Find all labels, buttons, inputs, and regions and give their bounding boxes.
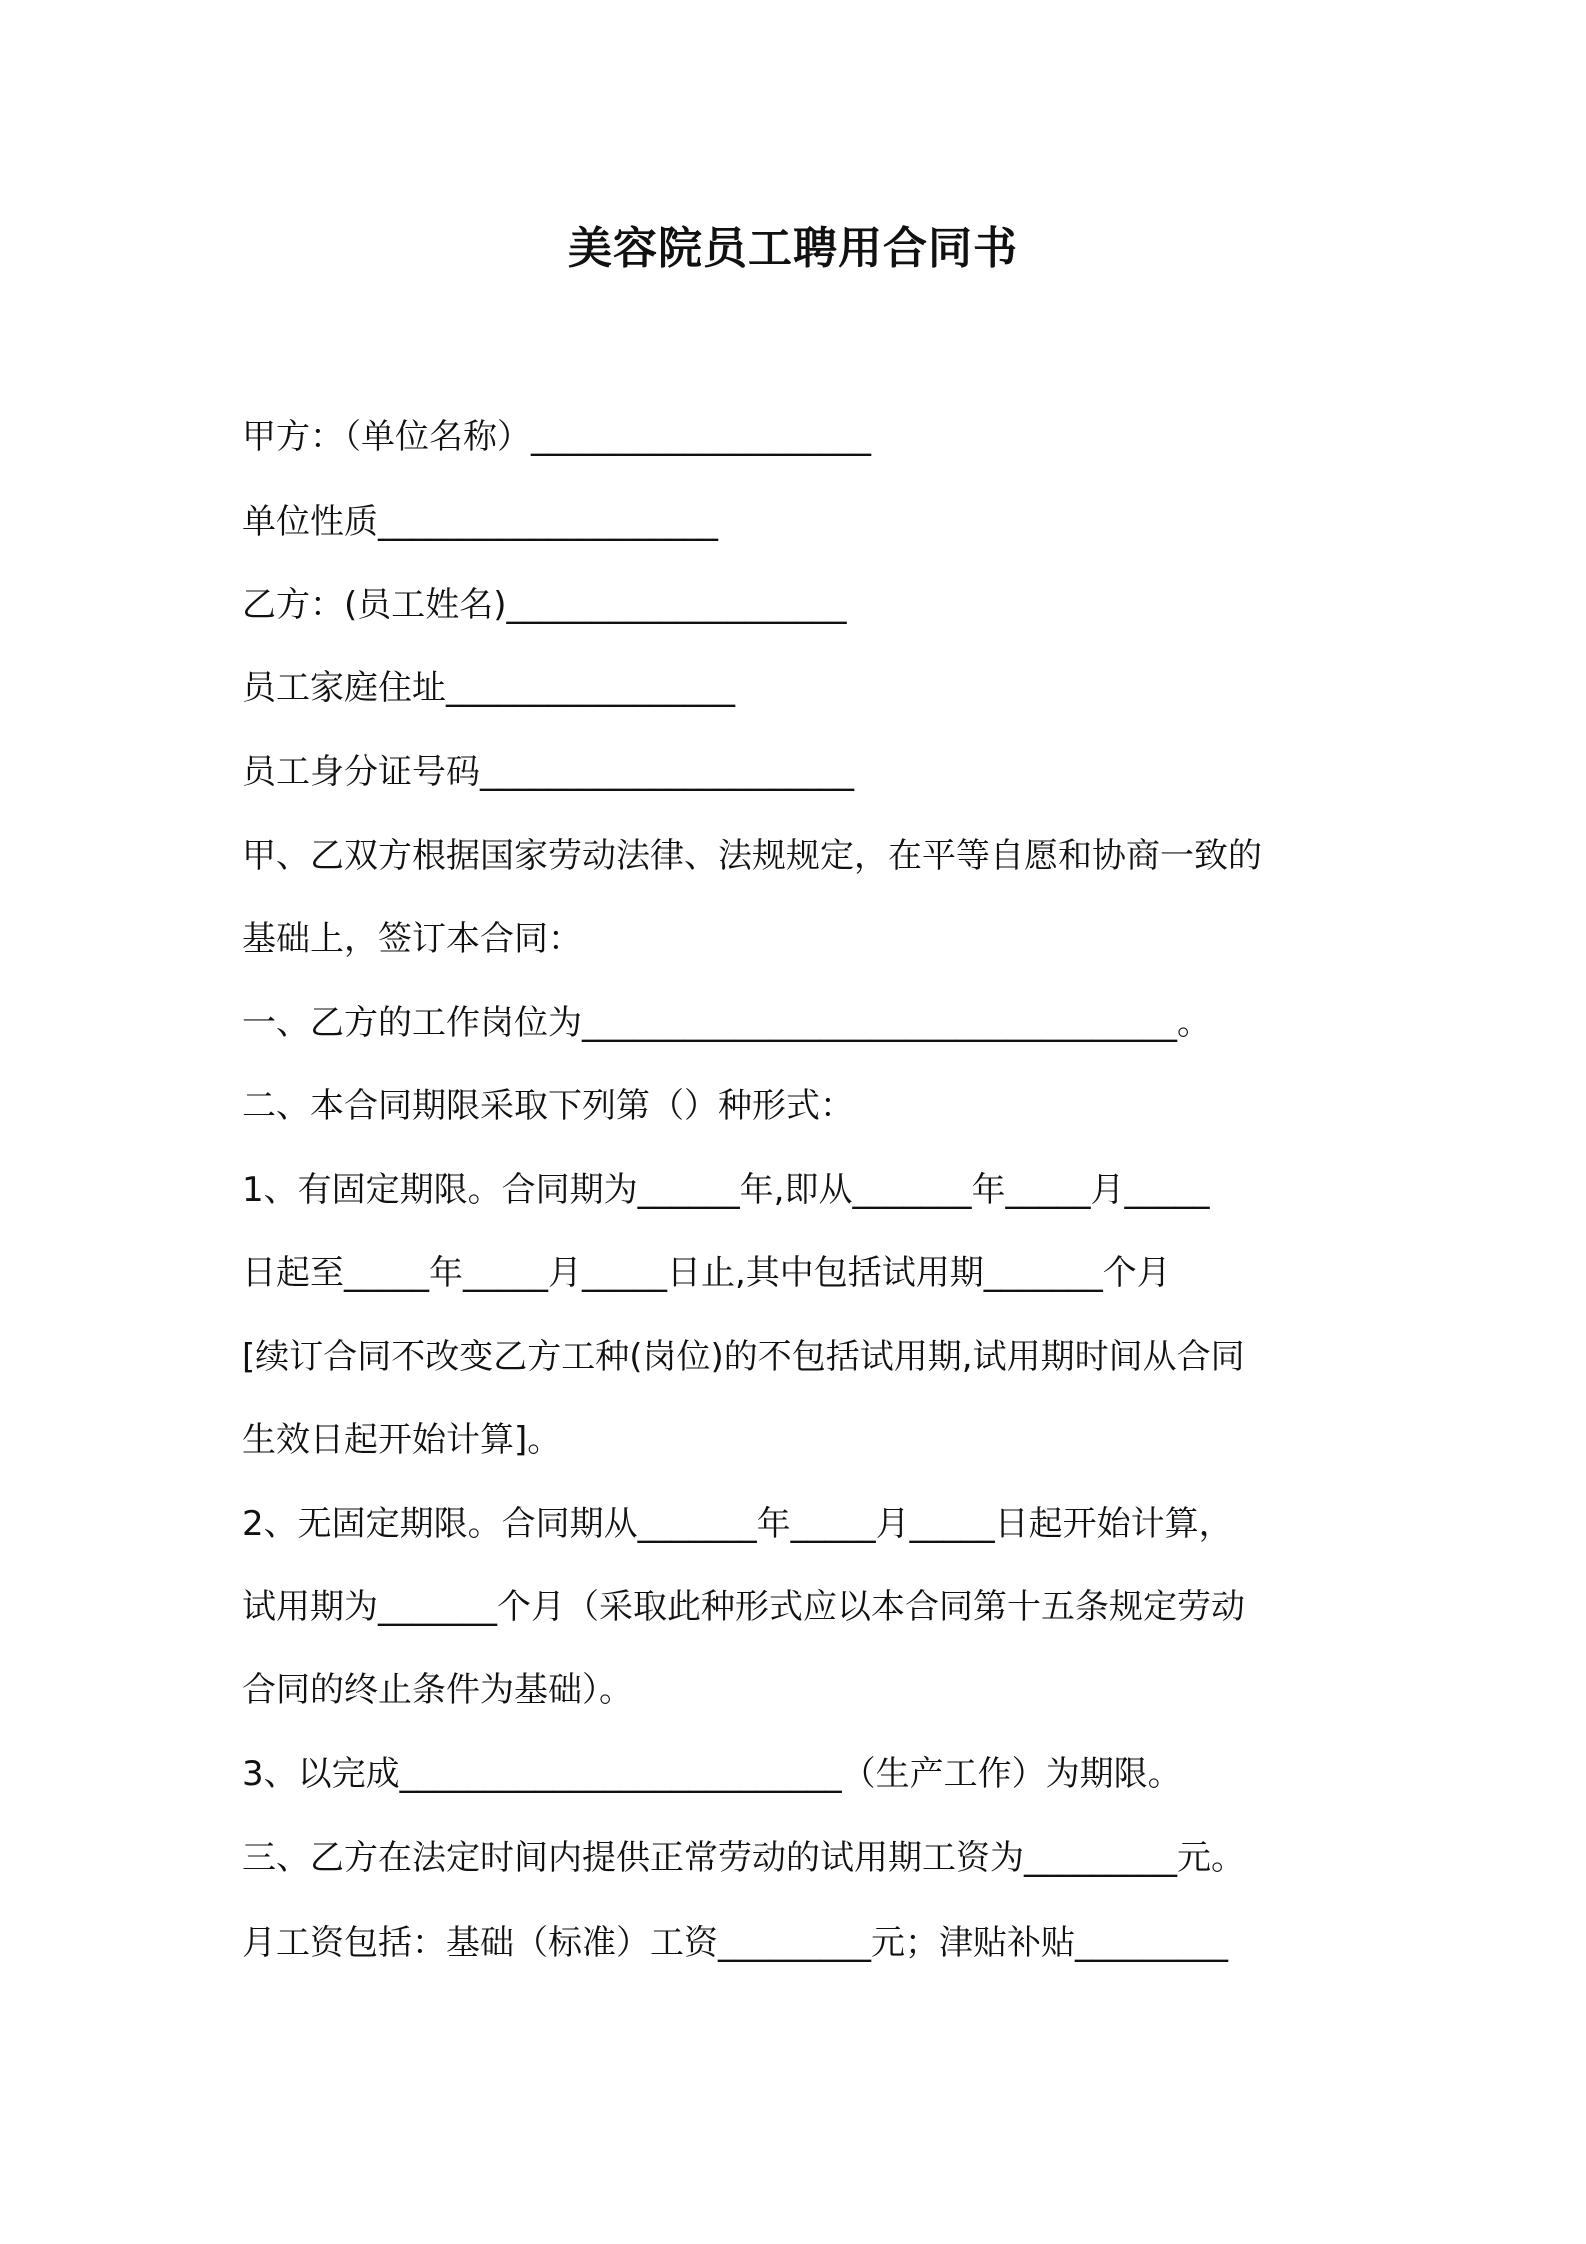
fixed-term-line-3: [续订合同不改变乙方工种(岗位)的不包括试用期,试用期时间从合同	[242, 1337, 1245, 1377]
fixed-term-line-4: 生效日起开始计算]。	[242, 1420, 562, 1460]
party-b-line: 乙方：(员工姓名)____________________	[242, 585, 847, 625]
home-address-line: 员工家庭住址_________________	[242, 668, 735, 708]
fixed-term-line-1: 1、有固定期限。合同期为______年,即从_______年_____月_____	[242, 1170, 1210, 1210]
preamble-line-1: 甲、乙双方根据国家劳动法律、法规规定，在平等自愿和协商一致的	[242, 836, 1262, 876]
party-a-line: 甲方：（单位名称）____________________	[242, 417, 871, 457]
clause-3-probation-wage: 三、乙方在法定时间内提供正常劳动的试用期工资为_________元。	[242, 1838, 1245, 1878]
preamble-line-2: 基础上，签订本合同：	[242, 919, 582, 959]
open-term-line-2: 试用期为_______个月（采取此种形式应以本合同第十五条规定劳动	[242, 1587, 1245, 1627]
document-title: 美容院员工聘用合同书	[568, 223, 1018, 274]
clause-2-term-heading: 二、本合同期限采取下列第（）种形式：	[242, 1086, 854, 1126]
fixed-term-line-2: 日起至_____年_____月_____日止,其中包括试用期_______个月	[242, 1253, 1171, 1293]
id-number-line: 员工身分证号码______________________	[242, 752, 854, 792]
open-term-line-3: 合同的终止条件为基础）。	[242, 1670, 633, 1710]
task-term-line: 3、以完成__________________________（生产工作）为期限。	[242, 1754, 1182, 1794]
monthly-wage-line: 月工资包括：基础（标准）工资_________元；津贴补贴_________	[242, 1923, 1228, 1963]
unit-nature-line: 单位性质____________________	[242, 502, 718, 542]
open-term-line-1: 2、无固定期限。合同期从_______年_____月_____日起开始计算，	[242, 1504, 1233, 1544]
clause-1-position: 一、乙方的工作岗位为___________________________________。	[242, 1003, 1211, 1043]
